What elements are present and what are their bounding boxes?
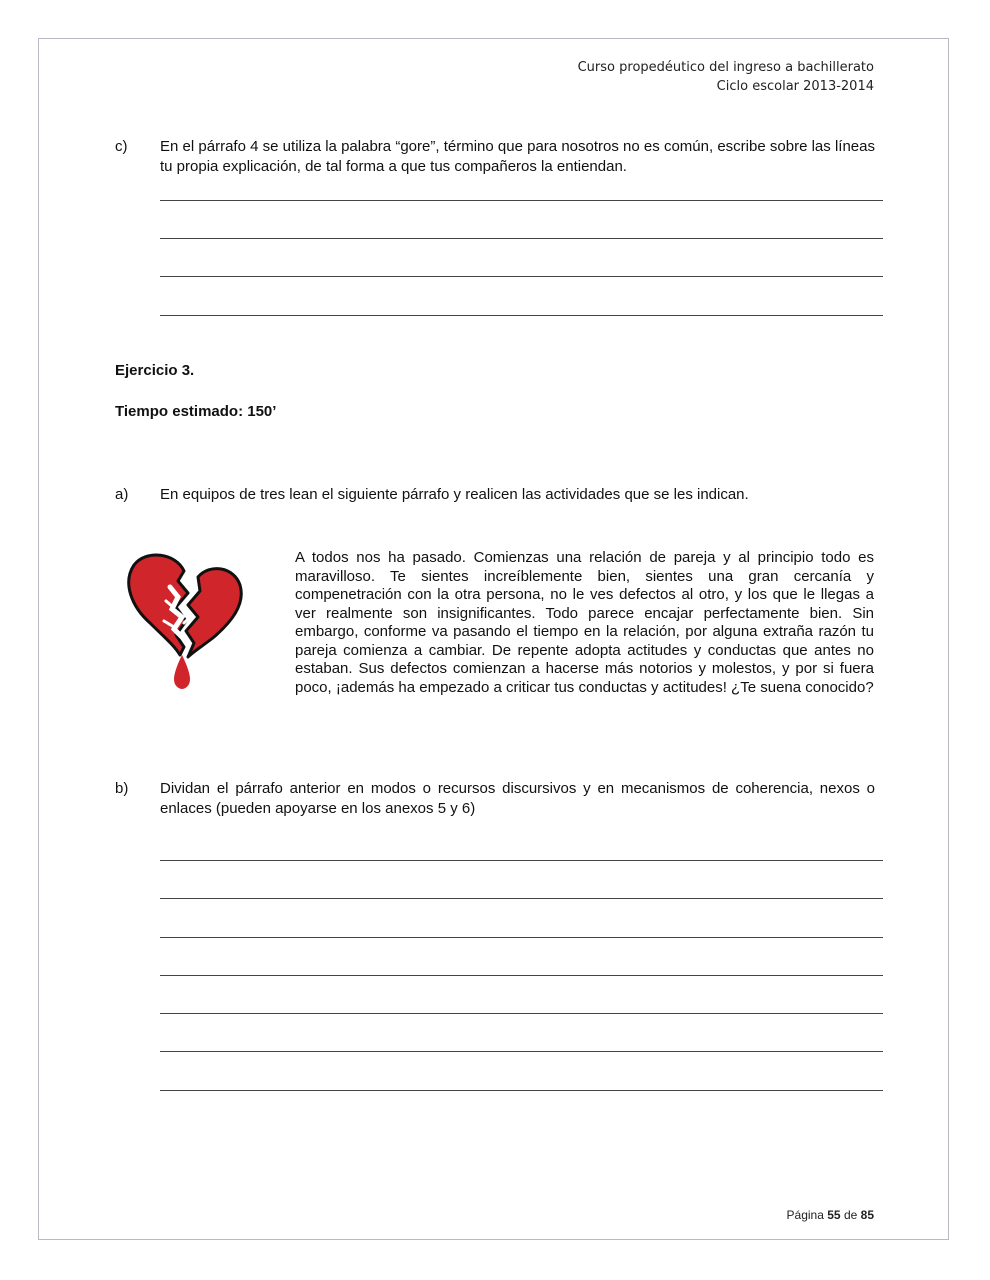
answer-line[interactable]	[160, 1090, 883, 1091]
question-b	[115, 779, 875, 819]
question-a-text: En equipos de tres lean el siguiente párrafo y realicen las actividades que se les indican.	[160, 486, 749, 503]
footer-total-pages: 85	[860, 1208, 874, 1222]
answer-line[interactable]	[160, 975, 883, 976]
answer-line[interactable]	[160, 315, 883, 316]
question-b-marker: b)	[115, 780, 129, 797]
question-c	[115, 137, 875, 177]
question-a	[115, 485, 875, 505]
image-float-space	[172, 549, 295, 697]
header-course: Curso propedéutico del ingreso a bachillerato	[577, 60, 874, 75]
answer-line[interactable]	[160, 200, 883, 201]
reading-paragraph-text: A todos nos ha pasado. Comienzas una relación de pareja y al principio todo es maravilloso. Te sientes increíblemente bien, sientes una gran cercanía y compenetración con la otra persona, no le ves defectos al otro, y los que le llegas a ver realmente son insignificantes. Todo parece encajar perfectamente bien. Sin embargo, conforme va pasando el tiempo en la relación, por alguna extraña razón tu pareja comienza a cambiar. De repente adopta actitudes y conductas que antes no estaban. Sus defectos comienzan a hacerse más notorios y molestos, y por si fuera poco, ¡además ha empezado a criticar tus conductas y actitudes! ¿Te suena conocido?	[295, 549, 874, 696]
answer-line[interactable]	[160, 276, 883, 277]
exercise-title: Ejercicio 3.	[115, 362, 195, 379]
reading-paragraph	[172, 549, 874, 697]
page-header	[578, 58, 874, 96]
answer-line[interactable]	[160, 1013, 883, 1014]
question-b-text: Dividan el párrafo anterior en modos o recursos discursivos y en mecanismos de coherencia, nexos o enlaces (pueden apoyarse en los anexos 5 y 6)	[160, 780, 875, 817]
question-a-marker: a)	[115, 486, 129, 503]
answer-line[interactable]	[160, 860, 883, 861]
exercise-time: Tiempo estimado: 150’	[115, 403, 277, 420]
header-cycle: Ciclo escolar 2013-2014	[716, 79, 874, 94]
question-c-marker: c)	[115, 138, 128, 155]
answer-line[interactable]	[160, 937, 883, 938]
answer-line[interactable]	[160, 238, 883, 239]
footer-of-label: de	[843, 1208, 858, 1222]
answer-line[interactable]	[160, 898, 883, 899]
footer-current-page: 55	[827, 1208, 841, 1222]
question-c-text: En el párrafo 4 se utiliza la palabra “gore”, término que para nosotros no es común, escribe sobre las líneas tu propia explicación, de tal forma a que tus compañeros la entiendan.	[160, 138, 875, 175]
footer-page-label: Página	[786, 1208, 824, 1222]
answer-line[interactable]	[160, 1051, 883, 1052]
page-footer	[787, 1208, 874, 1222]
